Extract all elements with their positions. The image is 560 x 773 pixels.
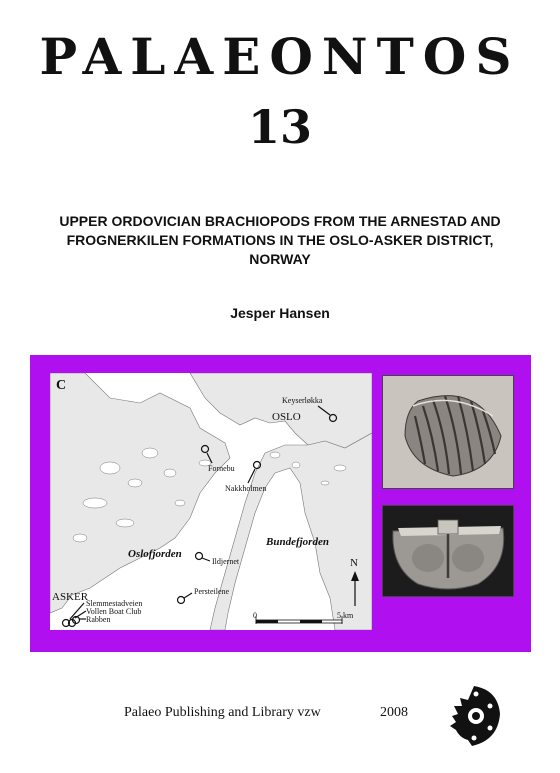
locality-ildjernet: Ildjernet bbox=[212, 557, 240, 566]
land-west bbox=[50, 373, 230, 613]
brachiopod-photo bbox=[382, 375, 514, 489]
book-title bbox=[30, 212, 530, 269]
scale-bar bbox=[256, 616, 342, 624]
brachiopod-interior-image bbox=[383, 506, 513, 596]
book-title-line: FROGNERKILEN FORMATIONS IN THE OSLO-ASKER DISTRICT, bbox=[66, 232, 494, 248]
scale-end-label: 5 km bbox=[337, 611, 354, 620]
locality-nakkholmen: Nakkholmen bbox=[225, 484, 267, 493]
locality-vollen: Vollen Boat Club bbox=[86, 607, 142, 616]
publication-year: 2008 bbox=[380, 705, 408, 720]
ammonite-logo-icon bbox=[446, 680, 502, 750]
locality-rabben: Rabben bbox=[86, 615, 111, 624]
locality-slemmestadveien: Slemmestadveien bbox=[86, 599, 143, 608]
book-title-line: UPPER ORDOVICIAN BRACHIOPODS FROM THE ARNESTAD AND bbox=[59, 213, 501, 229]
locality-keyserlokka: Keyserløkka bbox=[282, 396, 323, 405]
scale-start-label: 0 bbox=[253, 611, 257, 620]
panel-letter: C bbox=[56, 378, 67, 393]
city-oslo-label: OSLO bbox=[272, 411, 301, 423]
locality-persteilene: Persteilene bbox=[194, 587, 230, 596]
book-title-line: NORWAY bbox=[249, 251, 311, 267]
publisher-name: Palaeo Publishing and Library vzw bbox=[124, 705, 321, 720]
series-title: PALAEONTOS bbox=[39, 27, 521, 86]
volume-number: 13 bbox=[247, 100, 312, 154]
author-name: Jesper Hansen bbox=[230, 305, 330, 321]
city-asker-label: ASKER bbox=[52, 591, 89, 603]
locality-fornebu: Fornebu bbox=[208, 464, 235, 473]
locality-map bbox=[50, 373, 372, 630]
land-east bbox=[210, 433, 372, 630]
figure-panel bbox=[30, 355, 531, 652]
north-label: N bbox=[350, 557, 358, 569]
brachiopod-shell-image bbox=[383, 376, 513, 488]
bundefjorden-label: Bundefjorden bbox=[266, 536, 329, 548]
brachiopod-interior-photo bbox=[382, 505, 514, 597]
oslofjorden-label: Oslofjorden bbox=[128, 548, 182, 560]
